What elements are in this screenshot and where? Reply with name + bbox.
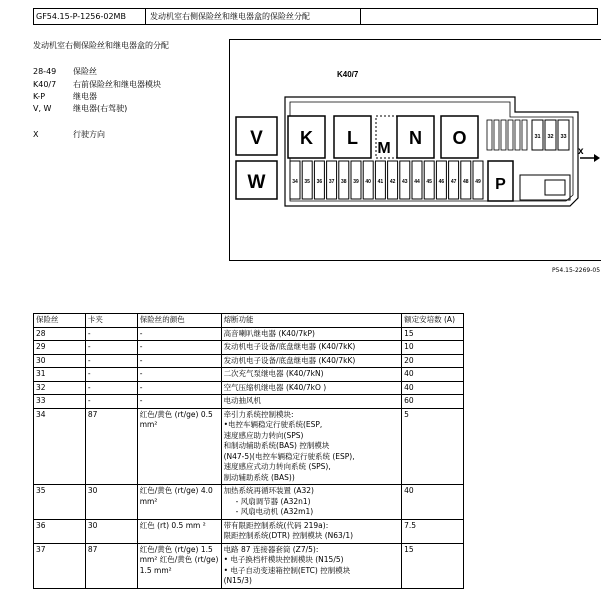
clip-cell: -: [85, 341, 137, 355]
clip-cell: 30: [85, 485, 137, 520]
fuse-slot-label: 39: [353, 179, 359, 185]
function-line: - 风扇调节器 (A32n1): [235, 496, 311, 506]
table-row: [34, 543, 464, 588]
connector-socket: [545, 180, 565, 195]
function-line: 牵引力系统控制模块:: [223, 409, 294, 419]
table-row: [34, 368, 464, 382]
function-cell: [221, 327, 402, 341]
legend-key: K40/7: [33, 80, 57, 89]
table-row: [34, 408, 464, 485]
amperage-cell: 20: [402, 354, 464, 368]
function-cell: [221, 381, 402, 395]
function-line: • 电子自动变速箱控制(ETC) 控制模块: [223, 565, 351, 575]
legend-value: 继电器: [73, 92, 97, 101]
legend-key: X: [33, 130, 39, 139]
amperage-cell: 5: [402, 408, 464, 485]
fuse-slot-label: 47: [450, 179, 457, 185]
fuse-slot-label: 40: [365, 179, 371, 185]
fuse-color-cell: -: [137, 354, 221, 368]
fuse-box-diagram: [229, 39, 601, 261]
table-row: [34, 485, 464, 520]
relay-m-label: M: [377, 140, 391, 157]
fuse-slot-label: 48: [463, 179, 469, 185]
fuse-box-drawing: [230, 40, 601, 260]
table-row: [34, 395, 464, 409]
module-label: K40/7: [337, 70, 359, 79]
clip-cell: -: [85, 395, 137, 409]
relay-v-label: V: [250, 128, 263, 149]
amperage-cell: 7.5: [402, 519, 464, 543]
clip-cell: 87: [85, 408, 137, 485]
column-header: 保险丝: [34, 314, 86, 328]
direction-label: x: [578, 146, 584, 157]
function-line: 和制动辅助系统(BAS) 控制模块: [223, 441, 330, 450]
column-header: 保险丝的颜色: [137, 314, 221, 328]
table-header-row: [34, 314, 464, 328]
fuse-slot-label: 41: [377, 179, 384, 185]
function-line: 高音喇叭继电器 (K40/7kP): [223, 328, 315, 338]
fuse-color-cell: 红色/黄色 (rt/ge) 4.0 mm²: [137, 485, 221, 520]
fuse-33-label: 33: [560, 134, 567, 140]
fuse-number-cell: 33: [34, 395, 86, 409]
function-line: 二次充气泵继电器 (K40/7kN): [223, 369, 324, 378]
fuse-slot-label: 38: [341, 179, 347, 185]
relay-k-label: K: [300, 128, 313, 148]
fuse-color-cell: -: [137, 395, 221, 409]
legend-value: 行驶方向: [73, 130, 105, 139]
function-line: • 电子换档杆模块控制模块 (N15/5): [223, 555, 344, 564]
amperage-cell: 60: [402, 395, 464, 409]
function-line: 带有限距控制系统(代码 219a):: [223, 520, 329, 530]
fuse-number-cell: 36: [34, 519, 86, 543]
figure-code: P54.15-2269-05: [552, 267, 601, 274]
fuse-color-cell: 红色/黄色 (rt/ge) 1.5 mm² 红色/黄色 (rt/ge) 1.5 mm²: [137, 543, 221, 588]
function-cell: [221, 341, 402, 355]
fuse-slot-label: 34: [292, 179, 298, 185]
fuse-number-cell: 30: [34, 354, 86, 368]
column-header: 额定安培数 (A): [402, 314, 464, 328]
relay-o-label: O: [452, 128, 467, 148]
fuse-slot-label: 46: [438, 179, 445, 185]
amperage-cell: 40: [402, 485, 464, 520]
column-header: 熔断功能: [221, 314, 402, 328]
fuse-number-cell: 29: [34, 341, 86, 355]
function-cell: [221, 485, 402, 520]
fuse-color-cell: -: [137, 327, 221, 341]
relay-p-label: P: [495, 176, 506, 193]
table-row: [34, 519, 464, 543]
clip-cell: -: [85, 381, 137, 395]
function-line: 加热系统再循环装置 (A32): [223, 486, 314, 495]
document-title: 发动机室右侧保险丝和继电器盒的保险丝分配: [146, 9, 361, 24]
function-cell: [221, 354, 402, 368]
amperage-cell: 15: [402, 543, 464, 588]
fuse-slot-label: 49: [475, 179, 481, 185]
fuse-color-cell: -: [137, 368, 221, 382]
legend-value: 保险丝: [73, 67, 97, 76]
function-line: 空气压缩机继电器 (K40/7kO ): [223, 382, 327, 392]
function-line: (N47-5)(电控车辆稳定行驶系统 (ESP),: [223, 451, 355, 461]
bottom-fuse-row: [290, 161, 483, 199]
table-row: [34, 381, 464, 395]
relay-l-label: L: [347, 128, 358, 148]
clip-cell: 30: [85, 519, 137, 543]
amperage-cell: 40: [402, 381, 464, 395]
fuse-number-cell: 34: [34, 408, 86, 485]
fuse-number-cell: 37: [34, 543, 86, 588]
fuse-slot-label: 36: [316, 179, 323, 185]
fuse-number-cell: 28: [34, 327, 86, 341]
fuse-slot-label: 37: [328, 179, 335, 185]
amperage-cell: 15: [402, 327, 464, 341]
function-line: (N15/3): [223, 576, 252, 585]
relay-w-label: W: [247, 172, 266, 193]
function-line: 制动辅助系统 (BAS)): [223, 472, 295, 482]
fuse-slot-label: 45: [426, 179, 432, 185]
function-line: 电路 87 连接器套筒 (Z7/5):: [223, 544, 319, 554]
small-fuse-slots: [487, 120, 527, 150]
function-line: •电控车辆稳定行驶系统(ESP,: [223, 420, 323, 429]
fuse-number-cell: 32: [34, 381, 86, 395]
legend-value: 继电器(右驾驶): [73, 104, 128, 113]
relay-n-label: N: [409, 128, 422, 148]
legend-key: K-P: [33, 92, 46, 101]
function-line: 速度感应助力转向(SPS): [223, 430, 304, 440]
function-cell: [221, 543, 402, 588]
amperage-cell: 10: [402, 341, 464, 355]
function-cell: [221, 519, 402, 543]
fuse-32-label: 32: [547, 134, 554, 140]
fuse-color-cell: 红色/黄色 (rt/ge) 0.5 mm²: [137, 408, 221, 485]
amperage-cell: 40: [402, 368, 464, 382]
function-line: 发动机电子设备/底盘继电器 (K40/7kK): [223, 355, 356, 365]
fuse-number-cell: 35: [34, 485, 86, 520]
table-row: [34, 354, 464, 368]
fuse-slot-label: 42: [389, 179, 396, 185]
legend-key: V, W: [33, 104, 52, 113]
legend-value: 右前保险丝和继电器模块: [73, 80, 161, 89]
clip-cell: -: [85, 354, 137, 368]
function-line: - 风扇电动机 (A32m1): [235, 507, 314, 516]
clip-cell: -: [85, 327, 137, 341]
function-line: 发动机电子设备/底盘继电器 (K40/7kK): [223, 342, 356, 351]
fuse-slot-label: 44: [414, 179, 420, 185]
function-cell: [221, 395, 402, 409]
document-id: GF54.15-P-1256-02MB: [34, 9, 146, 24]
fuse-color-cell: -: [137, 341, 221, 355]
function-line: 电动抽风机: [223, 396, 262, 405]
fuse-31-label: 31: [534, 134, 541, 140]
fuse-color-cell: -: [137, 381, 221, 395]
table-row: [34, 327, 464, 341]
clip-cell: 87: [85, 543, 137, 588]
function-line: 速度感应式动力转向系统 (SPS),: [223, 462, 331, 471]
function-cell: [221, 368, 402, 382]
section-title: 发动机室右侧保险丝和继电器盒的分配: [33, 41, 169, 50]
legend-key: 28-49: [33, 67, 57, 76]
fuse-slot-label: 43: [402, 179, 408, 185]
function-cell: [221, 408, 402, 485]
fuse-color-cell: 红色 (rt) 0.5 mm ²: [137, 519, 221, 543]
function-line: 限距控制系统(DTR) 控制模块 (N63/1): [223, 531, 354, 540]
fuse-number-cell: 31: [34, 368, 86, 382]
document-header: [33, 8, 598, 25]
table-row: [34, 341, 464, 355]
fuse-slot-label: 35: [304, 179, 310, 185]
fuse-table: [33, 313, 464, 589]
clip-cell: -: [85, 368, 137, 382]
column-header: 卡夹: [85, 314, 137, 328]
